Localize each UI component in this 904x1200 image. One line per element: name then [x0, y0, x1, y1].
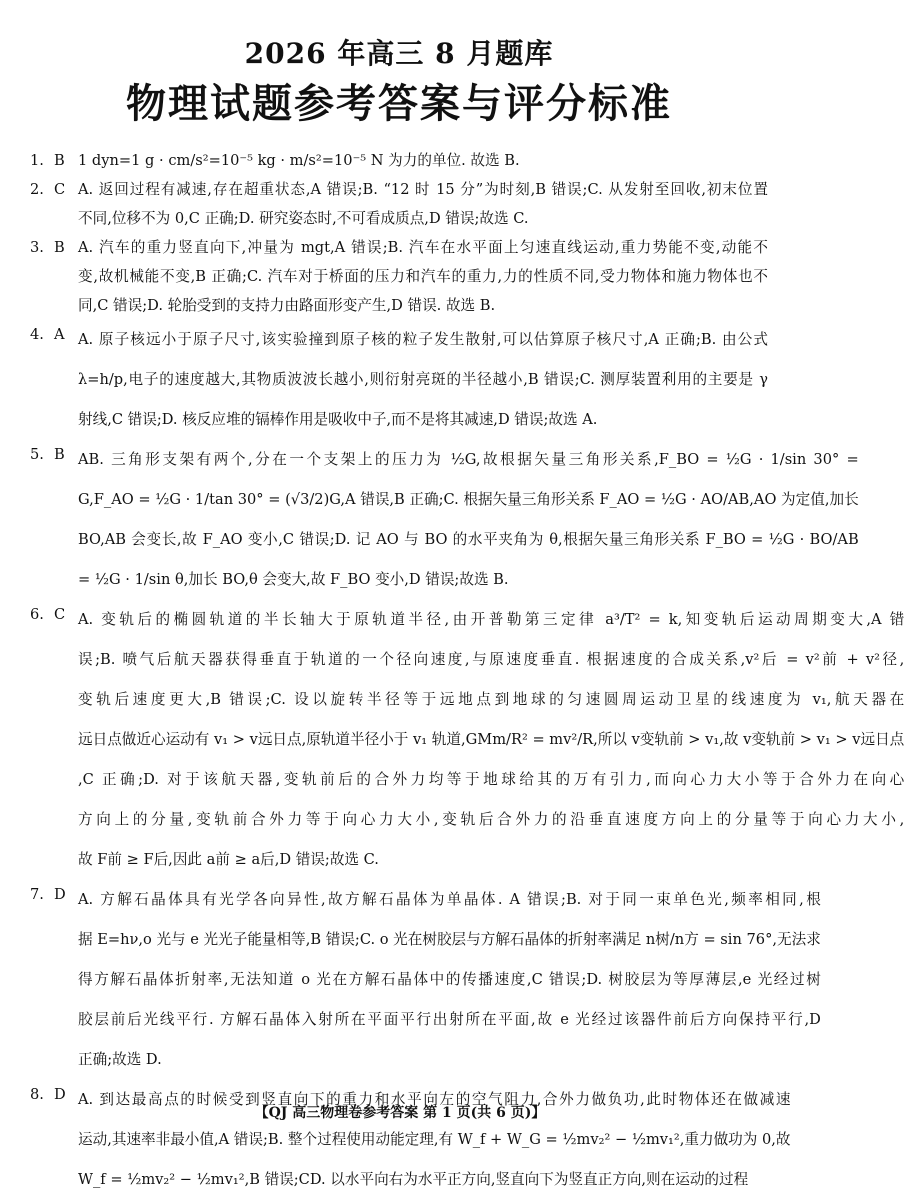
answer-key: D	[54, 886, 66, 903]
explanation-line: W_f = ½mv₂² − ½mv₁²,B 错误;CD. 以水平向右为水平正方向,竖直向下为竖直正方向,则在运动的过程	[78, 1171, 749, 1188]
question-number: 4.	[30, 326, 44, 343]
explanation-line: 1 dyn=1 g · cm/s²=10⁻⁵ kg · m/s²=10⁻⁵ N 为力的单位. 故选 B.	[78, 152, 520, 169]
question-number: 2.	[30, 181, 44, 198]
answer-key: B	[54, 446, 65, 463]
question-number: 5.	[30, 446, 44, 463]
exam-title: 2026 年高三 8 月题库	[244, 37, 554, 70]
answer-list	[30, 146, 904, 1200]
explanation-line: 方向上的分量,变轨前合外力等于向心力大小,变轨后合外力的沿垂直速度方向上的分量等于向心力大小,	[78, 811, 904, 828]
explanation-line: 得方解石晶体折射率,无法知道 o 光在方解石晶体中的传播速度,C 错误;D. 树胶层为等厚薄层,e 光经过树	[78, 971, 821, 988]
explanation	[78, 146, 768, 175]
answer-item	[30, 440, 859, 600]
header	[30, 0, 768, 132]
answer-key: D	[54, 1086, 66, 1103]
answer-item	[30, 1080, 791, 1200]
answer-item	[30, 320, 768, 440]
answer-item	[30, 600, 904, 880]
explanation-line: A. 变轨后的椭圆轨道的半长轴大于原轨道半径,由开普勒第三定律 a³/T² = k,知变轨后运动周期变大,A 错	[78, 611, 904, 628]
explanation-line: A. 方解石晶体具有光学各向异性,故方解石晶体为单晶体. A 错误;B. 对于同一束单色光,频率相同,根	[78, 891, 821, 908]
explanation-line: 射线,C 错误;D. 核反应堆的镉棒作用是吸收中子,而不是将其减速,D 错误;故选 A.	[78, 411, 598, 428]
question-number: 6.	[30, 606, 44, 623]
answer-key: A	[54, 326, 65, 343]
explanation-line: A. 到达最高点的时候受到竖直向下的重力和水平向左的空气阻力,合外力做负功,此时物体还在做减速	[78, 1091, 791, 1108]
answer-key: C	[54, 606, 66, 623]
question-number: 1.	[30, 152, 44, 169]
explanation-line: 故 F前 ≥ F后,因此 a前 ≥ a后,D 错误;故选 C.	[78, 851, 379, 868]
explanation-line: 误;B. 喷气后航天器获得垂直于轨道的一个径向速度,与原速度垂直. 根据速度的合成关系,v²后 = v²前 + v²径,	[78, 651, 904, 668]
explanation-line: 正确;故选 D.	[78, 1051, 162, 1068]
explanation-line: BO,AB 会变长,故 F_AO 变小,C 错误;D. 记 AO 与 BO 的水平夹角为 θ,根据矢量三角形关系 F_BO = ½G · BO/AB	[78, 531, 859, 548]
explanation-line: A. 汽车的重力竖直向下,冲量为 mgt,A 错误;B. 汽车在水平面上匀速直线运动,重力势能不变,动能不	[78, 239, 768, 256]
explanation-line: 据 E=hν,o 光与 e 光光子能量相等,B 错误;C. o 光在树胶层与方解石晶体的折射率满足 n树/n方 = sin 76°,无法求	[78, 931, 821, 948]
explanation-line: ,C 正确;D. 对于该航天器,变轨前后的合外力均等于地球给其的万有引力,而向心力大小等于合外力在向心	[78, 771, 904, 788]
explanation-line: G,F_AO = ½G · 1/tan 30° = (√3/2)G,A 错误,B 正确;C. 根据矢量三角形关系 F_AO = ½G · AO/AB,AO 为定值,加长	[78, 491, 859, 508]
explanation	[78, 175, 768, 233]
answer-item	[30, 175, 768, 233]
explanation-line: 不同,位移不为 0,C 正确;D. 研究姿态时,不可看成质点,D 错误;故选 C.	[78, 210, 529, 227]
explanation	[78, 320, 768, 440]
answer-item	[30, 233, 768, 320]
question-number: 3.	[30, 239, 44, 256]
explanation-line: = ½G · 1/sin θ,加长 BO,θ 会变大,故 F_BO 变小,D 错误;故选 B.	[78, 571, 509, 588]
answer-key: C	[54, 181, 66, 198]
explanation	[78, 600, 904, 880]
explanation-line: A. 原子核远小于原子尺寸,该实验撞到原子核的粒子发生散射,可以估算原子核尺寸,A 正确;B. 由公式	[78, 331, 768, 348]
explanation	[78, 880, 821, 1080]
document-title: 物理试题参考答案与评分标准	[126, 80, 672, 127]
explanation	[78, 1080, 791, 1200]
explanation-line: λ=h/p,电子的速度越大,其物质波波长越小,则衍射亮斑的半径越小,B 错误;C. 测厚装置利用的主要是 γ	[78, 371, 768, 388]
question-number: 8.	[30, 1086, 44, 1103]
explanation-line: 远日点做近心运动有 v₁ > v远日点,原轨道半径小于 v₁ 轨道,GMm/R² = mv²/R,所以 v变轨前 > v₁,故 v变轨前 > v₁ > v远日点	[78, 731, 904, 748]
explanation-line: 变,故机械能不变,B 正确;C. 汽车对于桥面的压力和汽车的重力,力的性质不同,受力物体和施力物体也不	[78, 268, 768, 285]
explanation-line: A. 返回过程有减速,存在超重状态,A 错误;B. “12 时 15 分”为时刻,B 错误;C. 从发射至回收,初末位置	[78, 181, 768, 198]
explanation	[78, 440, 859, 600]
explanation-line: 同,C 错误;D. 轮胎受到的支持力由路面形变产生,D 错误. 故选 B.	[78, 297, 496, 314]
answer-key: B	[54, 239, 65, 256]
answer-item	[30, 880, 821, 1080]
answer-item	[30, 146, 768, 175]
question-number: 7.	[30, 886, 44, 903]
page-footer: 【QJ 高三物理卷参考答案 第 1 页(共 6 页)】	[254, 1105, 546, 1121]
explanation	[78, 233, 768, 320]
explanation-line: 胶层前后光线平行. 方解石晶体入射所在平面平行出射所在平面,故 e 光经过该器件前后方向保持平行,D	[78, 1011, 821, 1028]
explanation-line: AB. 三角形支架有两个,分在一个支架上的压力为 ½G,故根据矢量三角形关系,F_BO = ½G · 1/sin 30° =	[78, 451, 859, 468]
explanation-line: 变轨后速度更大,B 错误;C. 设以旋转半径等于远地点到地球的匀速圆周运动卫星的线速度为 v₁,航天器在	[78, 691, 904, 708]
answer-key: B	[54, 152, 65, 169]
explanation-line: 运动,其速率非最小值,A 错误;B. 整个过程使用动能定理,有 W_f + W_G = ½mv₂² − ½mv₁²,重力做功为 0,故	[78, 1131, 791, 1148]
